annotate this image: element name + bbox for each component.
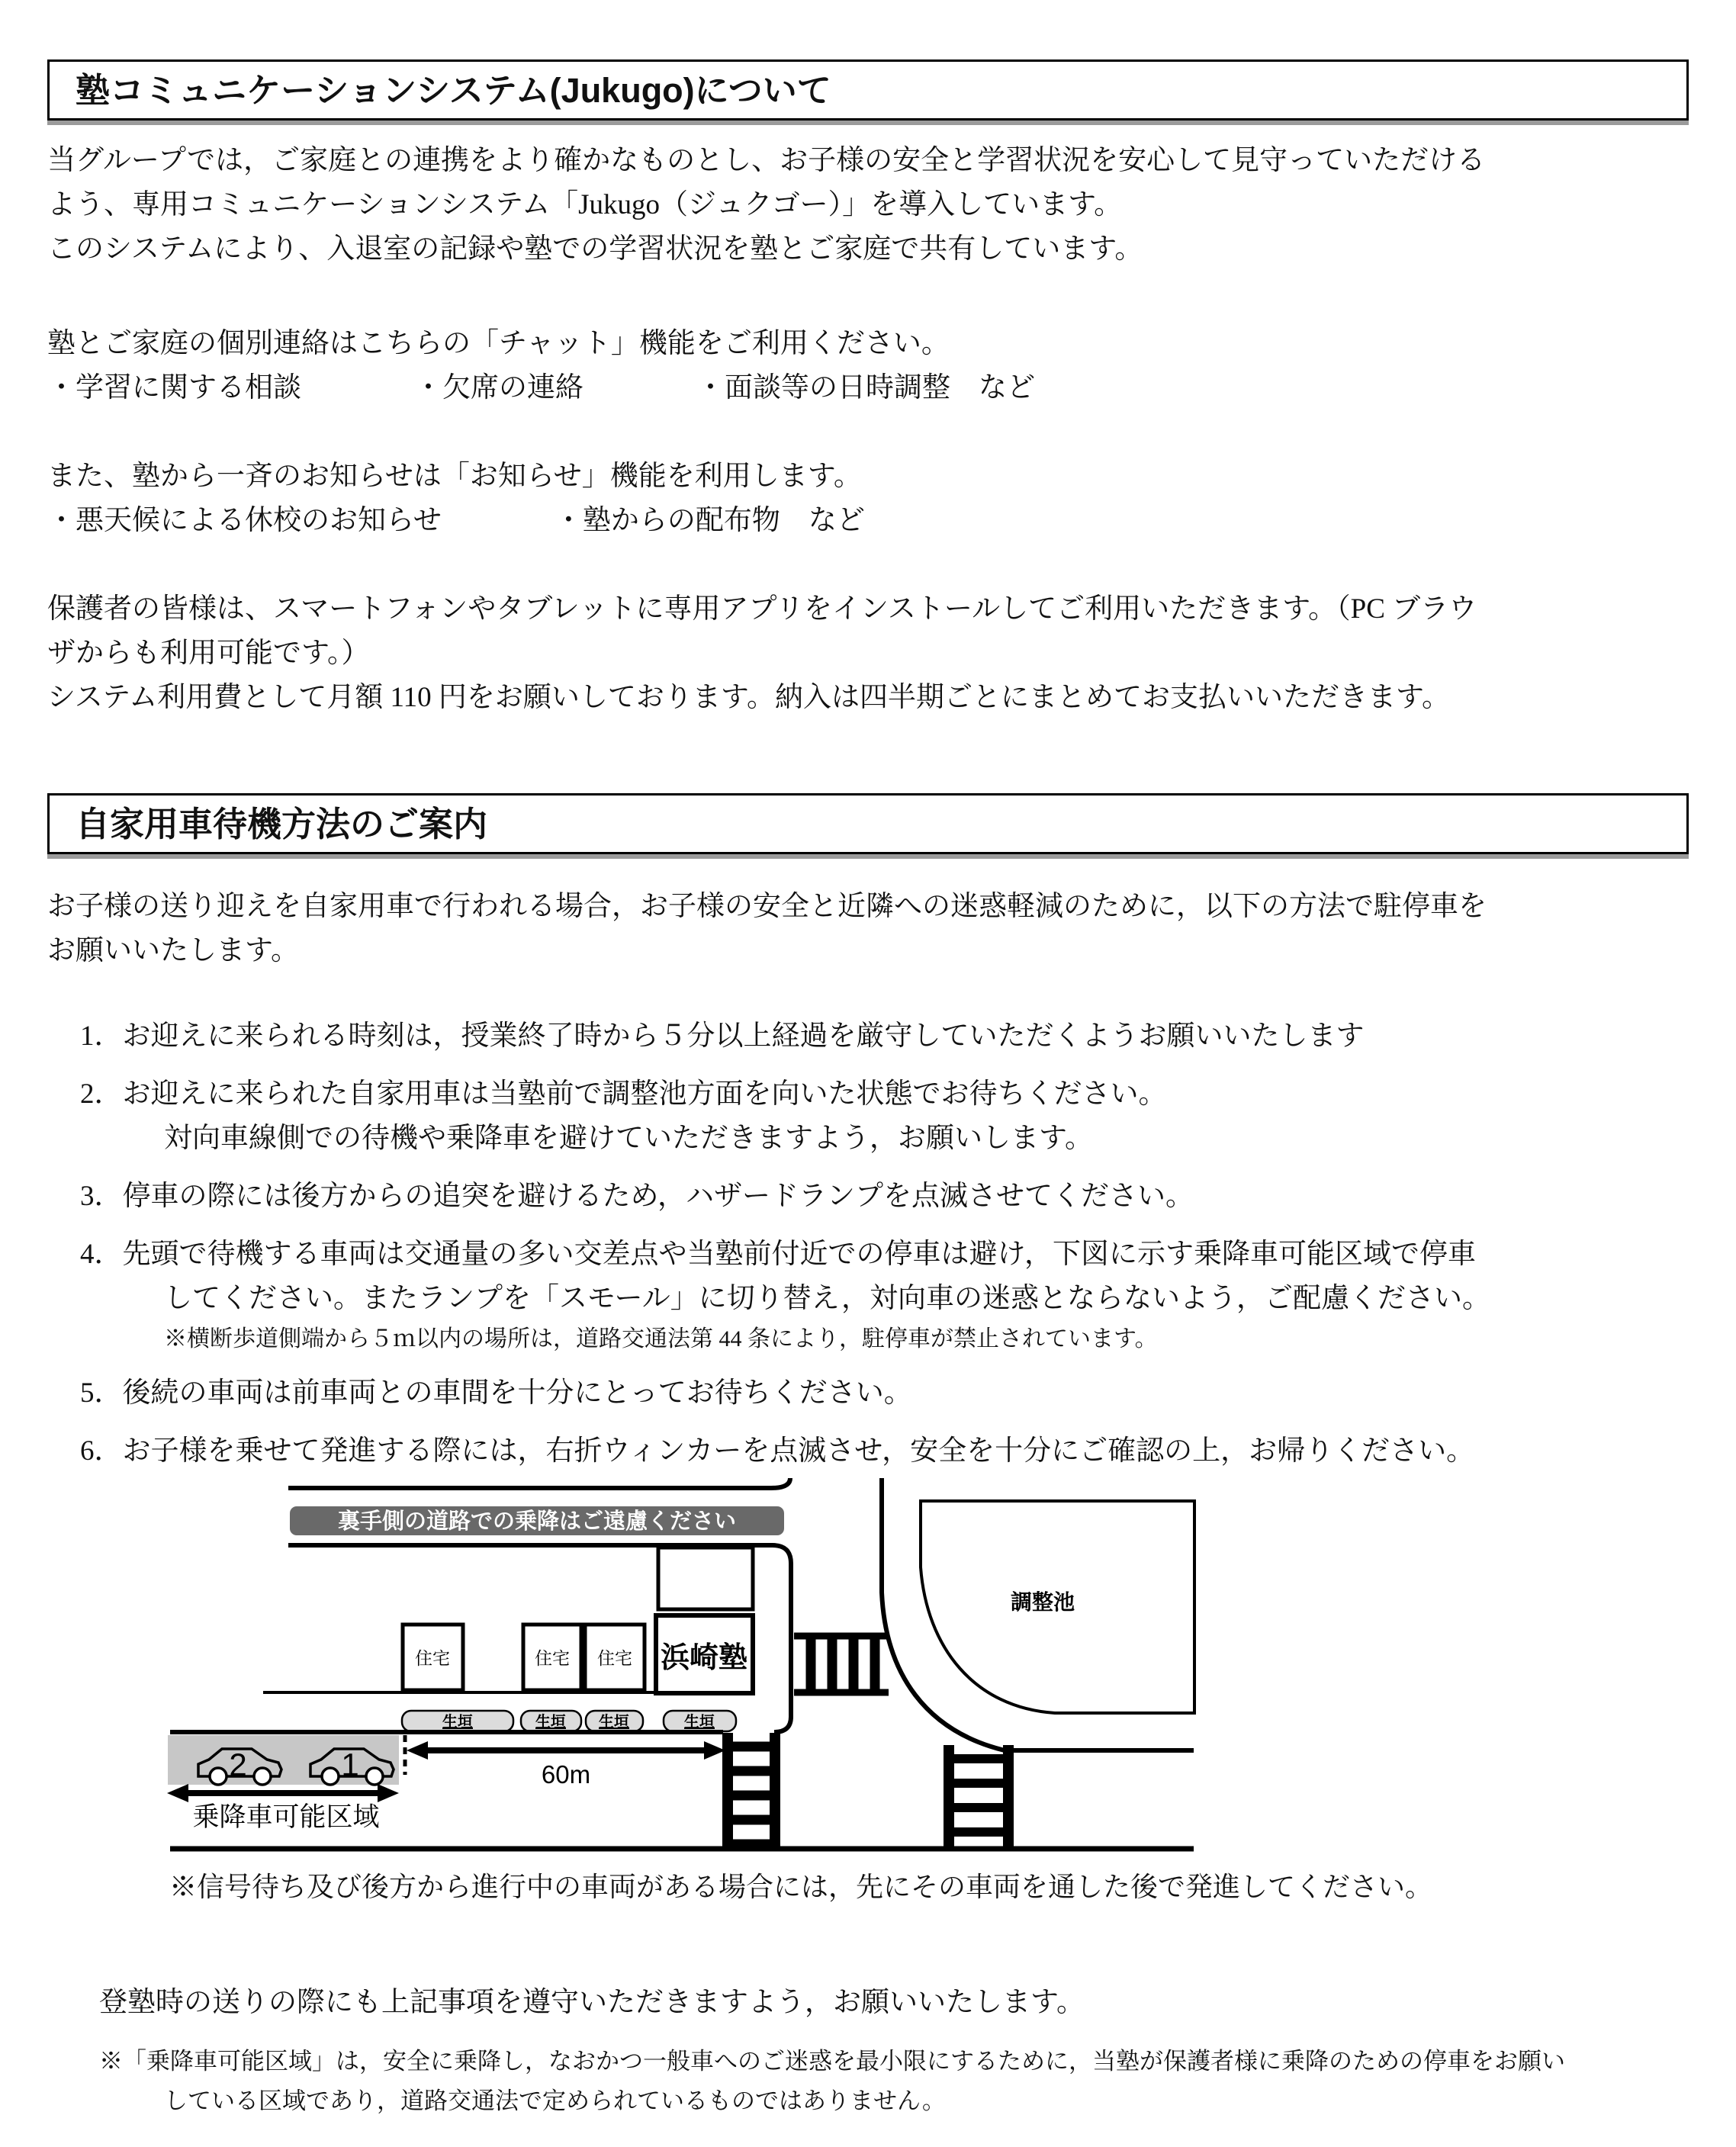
distance-arrow <box>407 1741 725 1789</box>
arrowhead-left <box>407 1741 428 1760</box>
text-line: お願いいたします。 <box>47 935 300 966</box>
zone-extent-arrow <box>167 1784 399 1832</box>
list-item-4 <box>47 1233 1689 1358</box>
footnote-line-2: している区域であり，道路交通法で定められているものではありません。 <box>164 2088 946 2114</box>
text-line: 塾とご家庭の個別連絡はこちらの「チャット」機能をご利用ください。 <box>47 328 950 359</box>
text-line: 保護者の皆様は、スマートフォンやタブレットに専用アプリをインストールしてご利用いただきます。（PC ブラウ <box>47 593 1477 625</box>
list-item-6 <box>47 1429 1689 1474</box>
item-number: 3． <box>80 1181 123 1212</box>
item-number: 1． <box>80 1020 123 1052</box>
item-text: お迎えに来られる時刻は，授業終了時から５分以上経過を厳守していただくようお願いいたします <box>122 1020 1365 1052</box>
distance-label: 60m <box>541 1760 591 1789</box>
item-text: 後続の車両は前車両との車間を十分にとってお待ちください。 <box>122 1377 912 1409</box>
house-2-label: 住宅 <box>535 1648 570 1668</box>
back-road-banner-text: 裏手側の道路での乗降はご遠慮ください <box>337 1509 737 1534</box>
section1-heading: 塾コミュニケーションシステム(Jukugo)について <box>76 70 831 110</box>
list-item-3 <box>47 1175 1689 1219</box>
item-continuation: してください。またランプを「スモール」に切り替え，対向車の迷惑とならないよう，ご配慮ください。 <box>164 1283 1490 1314</box>
text-line: 当グループでは，ご家庭との連携をより確かなものとし、お子様の安全と学習状況を安心して見守っていただける <box>47 145 1486 176</box>
bullet-line: ・悪天候による休校のお知らせ ・塾からの配布物 など <box>47 505 865 536</box>
car-2-wheel <box>210 1768 227 1785</box>
item-text: お迎えに来られた自家用車は当塾前で調整池方面を向いた状態でお待ちください。 <box>122 1078 1167 1110</box>
hedge-1-label: 生垣 <box>442 1714 473 1731</box>
item-number: 2． <box>80 1078 123 1110</box>
unlabeled-lot-box <box>658 1548 753 1609</box>
arrowhead-right <box>378 1784 399 1802</box>
item-number: 6． <box>80 1435 123 1467</box>
crosswalk-side-road <box>794 1636 889 1692</box>
hedge-row <box>402 1711 736 1731</box>
car-2-wheel <box>254 1768 271 1785</box>
list-item-5 <box>47 1371 1689 1416</box>
text-line: システム利用費として月額 110 円をお願いしております。納入は四半期ごとにまとめてお支払いいただきます。 <box>47 682 1451 713</box>
hedge-4-label: 生垣 <box>684 1714 715 1731</box>
section1-paragraph-4 <box>47 587 1689 720</box>
arrowhead-left <box>167 1784 188 1802</box>
rule-list <box>47 1014 1689 1474</box>
car-1-wheel <box>322 1768 339 1785</box>
parking-map-diagram <box>164 1478 1201 1863</box>
text-line: よう、専用コミュニケーションシステム「Jukugo（ジュクゴー）」を導入しています。 <box>47 189 1123 220</box>
text-line: お子様の送り迎えを自家用車で行われる場合，お子様の安全と近隣への迷惑軽減のために，以下の方法で駐停車を <box>47 891 1487 922</box>
section2-heading-box <box>47 793 1689 854</box>
bullet-line: ・学習に関する相談 ・欠席の連絡 ・面談等の日時調整 など <box>47 372 1035 403</box>
crosswalk-west <box>722 1733 780 1850</box>
text-line: また、塾から一斉のお知らせは「お知らせ」機能を利用します。 <box>47 461 862 492</box>
list-item-2 <box>47 1072 1689 1161</box>
juku-label: 浜崎塾 <box>660 1642 748 1674</box>
crosswalk-east <box>944 1745 1014 1849</box>
section1-paragraph-3 <box>47 455 1689 543</box>
hedge-2-label: 生垣 <box>535 1714 566 1731</box>
back-road-top-edge <box>288 1478 790 1488</box>
item-number: 4． <box>80 1239 123 1270</box>
text-line: このシステムにより、入退室の記録や塾での学習状況を塾とご家庭で共有しています。 <box>47 233 1143 265</box>
hedge-3-label: 生垣 <box>599 1714 629 1731</box>
text-line: ザからも利用可能です。） <box>47 638 370 669</box>
closing-paragraph: 登塾時の送りの際にも上記事項を遵守いただきますよう，お願いいたします。 <box>99 1987 1085 2018</box>
item-continuation: 対向車線側での待機や乗降車を避けていただきますよう，お願いします。 <box>164 1123 1094 1154</box>
car-1-number: 1 <box>341 1747 359 1782</box>
pond-label: 調整池 <box>1010 1590 1075 1614</box>
zone-label: 乗降車可能区域 <box>192 1802 380 1832</box>
section2-heading: 自家用車待機方法のご案内 <box>76 804 488 844</box>
footnote-line-1: ※「乗降車可能区域」は，安全に乗降し，なおかつ一般車へのご迷惑を最小限にするために，当塾が保護者様に乗降のための停車をお願い <box>99 2048 1565 2075</box>
section2-intro <box>47 885 1689 973</box>
house-3-label: 住宅 <box>597 1648 632 1668</box>
list-item-1 <box>47 1014 1689 1059</box>
car-1-wheel <box>366 1768 383 1785</box>
item-text: お子様を乗せて発進する際には，右折ウィンカーを点滅させ，安全を十分にご確認の上，お帰りください。 <box>122 1435 1475 1467</box>
section1-heading-box <box>47 59 1689 121</box>
section1-paragraph-2 <box>47 322 1689 410</box>
zone-footnote <box>99 2042 1689 2121</box>
item-footnote: ※横断歩道側端から５ｍ以内の場所は，道路交通法第 44 条により，駐停車が禁止されています。 <box>164 1326 1158 1352</box>
diagram-note: ※信号待ち及び後方から進行中の車両がある場合には，先にその車両を通した後で発進してください。 <box>169 1872 1433 1902</box>
car-2-number: 2 <box>229 1747 247 1782</box>
house-1-label: 住宅 <box>415 1648 450 1668</box>
section1-paragraph-1 <box>47 139 1689 272</box>
item-text: 停車の際には後方からの追突を避けるため，ハザードランプを点滅させてください。 <box>122 1181 1194 1212</box>
item-number: 5． <box>80 1377 123 1409</box>
item-text: 先頭で待機する車両は交通量の多い交差点や当塾前付近での停車は避け，下図に示す乗降車可能区域で停車 <box>122 1239 1477 1270</box>
parking-map-svg <box>164 1478 1201 1863</box>
arrowhead-right <box>704 1741 725 1760</box>
